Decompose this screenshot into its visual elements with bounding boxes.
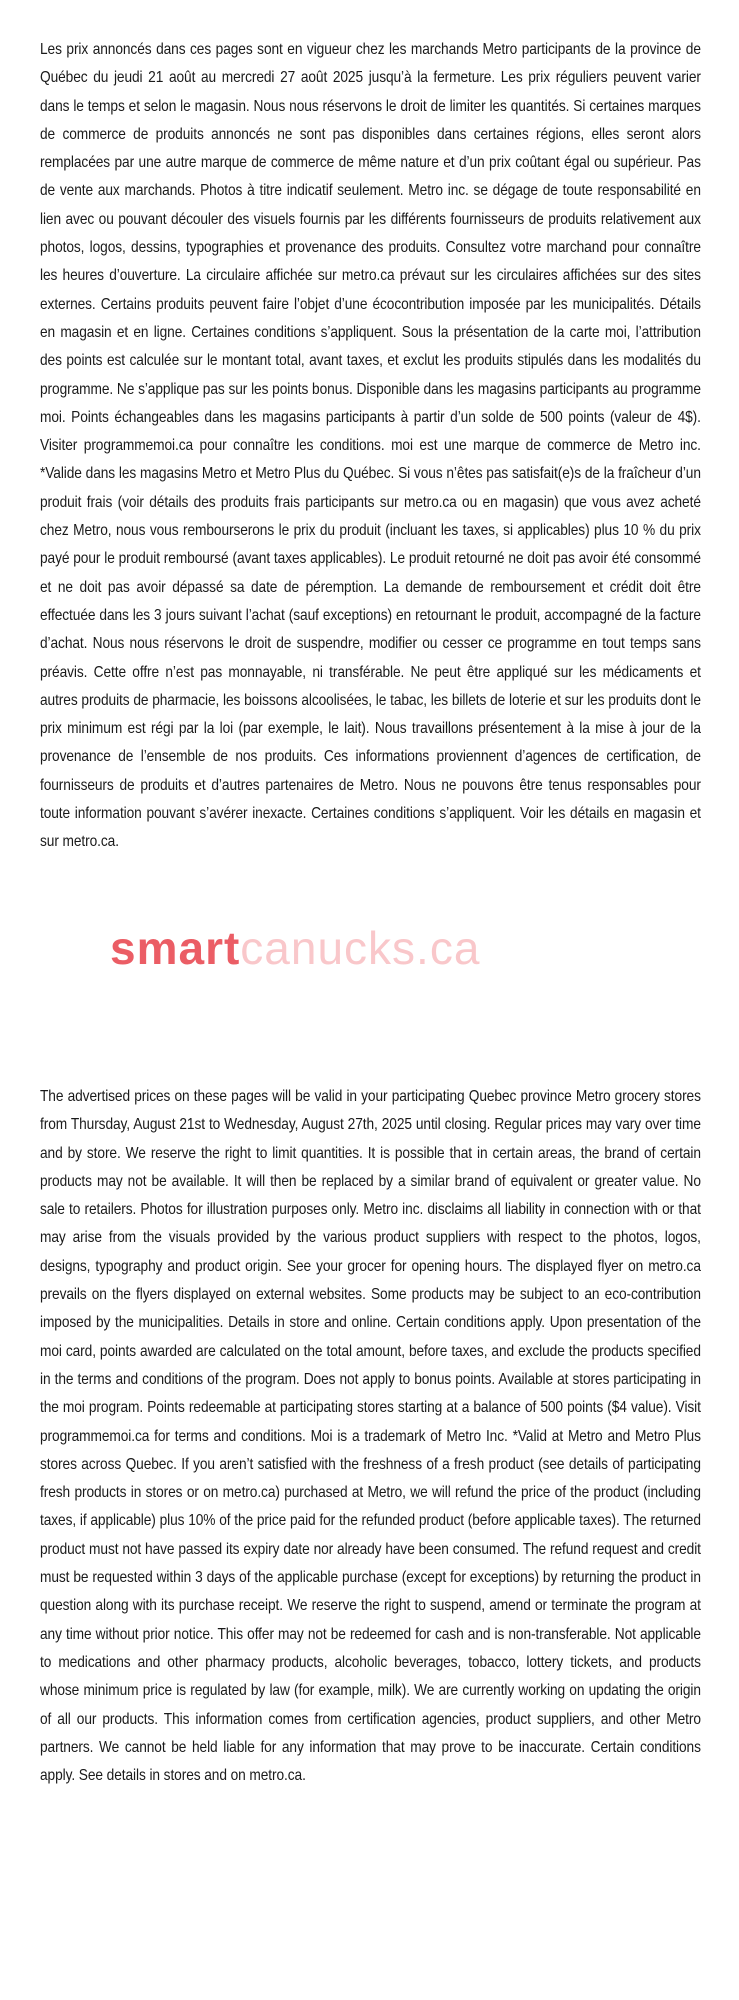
french-disclaimer-paragraph: Les prix annoncés dans ces pages sont en vigueur chez les marchands Metro participants de la province de Québec du jeudi 21 août au mercredi 27 août 2025 jusqu’à la fermeture. Les prix réguliers peuvent varier dans le temps et selon le magasin. Nous nous réservons le droit de limiter les quantités. Si certaines marques de commerce de produits annoncés ne sont pas disponibles dans certaines régions, elles seront alors remplacées par une autre marque de commerce de même nature et d’un prix coûtant égal ou supérieur. Pas de vente aux marchands. Photos à titre indicatif seulement. Metro inc. se dégage de toute responsabilité en lien avec ou pouvant découler des visuels fournis par les différents fournisseurs de produits relativement aux photos, logos, dessins, typographies et provenance des produits. Consultez votre marchand pour connaître les heures d’ouverture. La circulaire affichée sur metro.ca prévaut sur les circulaires affichées sur des sites externes. Certains produits peuvent faire l’objet d’une écocontribution imposée par les municipalités. Détails en magasin et en ligne. Certaines conditions s’appliquent. Sous la présentation de la carte moi, l’attribution des points est calculée sur le montant total, avant taxes, et exclut les produits stipulés dans les modalités du programme. Ne s’applique pas sur les points bonus. Disponible dans les magasins participants au programme moi. Points échangeables dans les magasins participants à partir d’un solde de 500 points (valeur de 4$). Visiter programmemoi.ca pour connaître les conditions. moi est une marque de commerce de Metro inc. *Valide dans les magasins Metro et Metro Plus du Québec. Si vous n’êtes pas satisfait(e)s de la fraîcheur d’un produit frais (voir détails des produits frais participants sur metro.ca ou en magasin) que vous avez acheté chez Metro, nous vous rembourserons le prix du produit (incluant les taxes, si applicables) plus 10 % du prix payé pour le produit remboursé (avant taxes applicables). Le produit retourné ne doit pas avoir été consommé et ne doit pas avoir dépassé sa date de péremption. La demande de remboursement et crédit doit être effectuée dans les 3 jours suivant l’achat (sauf exceptions) en retournant le produit, accompagné de la facture d’achat. Nous nous réservons le droit de suspendre, modifier ou cesser ce programme en tout temps sans préavis. Cette offre n’est pas monnayable, ni transférable. Ne peut être appliqué sur les médicaments et autres produits de pharmacie, les boissons alcoolisées, le tabac, les billets de loterie et sur les produits dont le prix minimum est régi par la loi (par exemple, le lait). Nous travaillons présentement à la mise à jour de la provenance de l’ensemble de nos produits. Ces informations proviennent d’agences de certification, de fournisseurs de produits et d’autres partenaires de Metro. Nous ne pouvons être tenus responsables pour toute information pouvant s’avérer inexacte. Certaines conditions s’appliquent. Voir les détails en magasin et sur metro.ca. [40, 41, 701, 851]
watermark-logo [110, 922, 481, 974]
english-disclaimer-paragraph: The advertised prices on these pages will be valid in your participating Quebec province Metro grocery stores from Thursday, August 21st to Wednesday, August 27th, 2025 until closing. Regular prices may vary over time and by store. We reserve the right to limit quantities. It is possible that in certain areas, the brand of certain products may not be available. It will then be replaced by a similar brand of equivalent or greater value. No sale to retailers. Photos for illustration purposes only. Metro inc. disclaims all liability in connection with or that may arise from the visuals provided by the various product suppliers with respect to the photos, logos, designs, typography and product origin. See your grocer for opening hours. The displayed flyer on metro.ca prevails on the flyers displayed on external websites. Some products may be subject to an eco-contribution imposed by the municipalities. Details in store and online. Certain conditions apply. Upon presentation of the moi card, points awarded are calculated on the total amount, before taxes, and exclude the products specified in the terms and conditions of the program. Does not apply to bonus points. Available at stores participating in the moi program. Points redeemable at participating stores starting at a balance of 500 points ($4 value). Visit programmemoi.ca for terms and conditions. Moi is a trademark of Metro Inc. *Valid at Metro and Metro Plus stores across Quebec. If you aren’t satisfied with the freshness of a fresh product (see details of participating fresh products in stores or on metro.ca) purchased at Metro, we will refund the price of the product (including taxes, if applicable) plus 10% of the price paid for the refunded product (before applicable taxes). The returned product must not have passed its expiry date nor already have been consumed. The refund request and credit must be requested within 3 days of the applicable purchase (except for exceptions) by returning the product in question along with its purchase receipt. We reserve the right to suspend, amend or terminate the program at any time without prior notice. This offer may not be redeemed for cash and is non-transferable. Not applicable to medications and other pharmacy products, alcoholic beverages, tobacco, lottery tickets, and products whose minimum price is regulated by law (for example, milk). We are currently working on updating the origin of all our products. This information comes from certification agencies, product suppliers, and other Metro partners. We cannot be held liable for any information that may prove to be inaccurate. Certain conditions apply. See details in stores and on metro.ca. [40, 1088, 701, 1785]
watermark-text-light: canucks.ca [240, 922, 481, 974]
watermark-text-strong: smart [110, 922, 241, 974]
